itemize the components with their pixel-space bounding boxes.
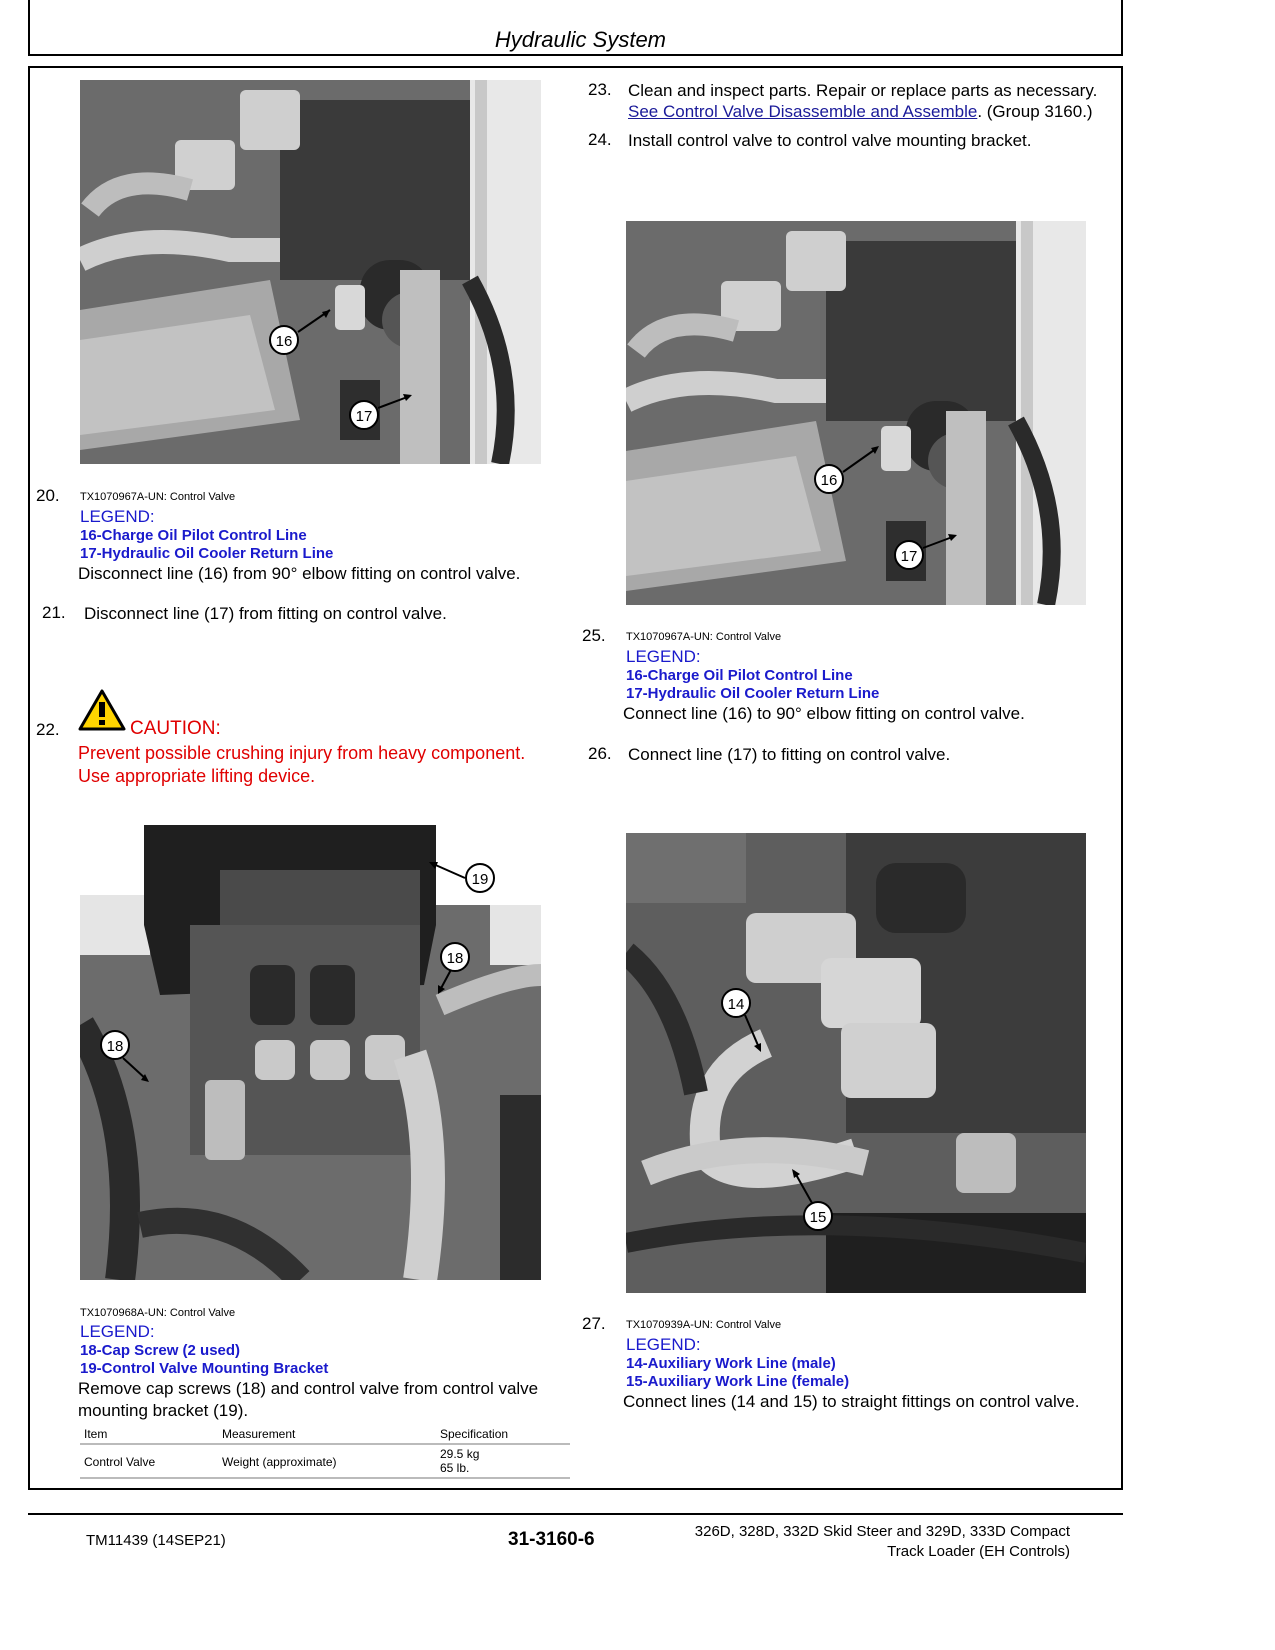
section-title: Hydraulic System <box>494 27 666 52</box>
step-number: 20. <box>36 486 60 505</box>
spec-value-lb: 65 lb. <box>440 1461 470 1475</box>
figure-caption: TX1070967A-UN: Control Valve <box>626 631 782 643</box>
legend-title: LEGEND: <box>626 647 701 666</box>
manual-title-line: Track Loader (EH Controls) <box>887 1543 1070 1560</box>
step-number: 27. <box>582 1314 606 1333</box>
step-number: 24. <box>588 130 612 149</box>
step-text: Connect line (17) to fitting on control valve. <box>628 745 951 764</box>
legend-title: LEGEND: <box>80 507 155 526</box>
legend-item: 14-Auxiliary Work Line (male) <box>626 1355 836 1372</box>
legend-item: 19-Control Valve Mounting Bracket <box>80 1360 329 1377</box>
callout-layer-2 <box>805 430 975 580</box>
svg-text:16: 16 <box>820 472 838 489</box>
svg-text:16: 16 <box>275 333 293 350</box>
caution-text: Prevent possible crushing injury from heavy component. <box>78 743 526 763</box>
control-valve-photo-4 <box>626 833 1086 1293</box>
page-header <box>28 0 1123 56</box>
step-text: mounting bracket (19). <box>78 1401 249 1420</box>
spec-measurement: Weight (approximate) <box>218 1444 436 1478</box>
caution-text: Use appropriate lifting device. <box>78 766 316 786</box>
manual-title <box>650 1522 1070 1562</box>
svg-text:15: 15 <box>809 1209 827 1226</box>
step-number: 21. <box>42 603 66 622</box>
svg-text:17: 17 <box>900 548 918 565</box>
spec-value <box>436 1444 570 1478</box>
legend-title: LEGEND: <box>626 1335 701 1354</box>
spec-header-specification: Specification <box>436 1425 570 1444</box>
svg-text:18: 18 <box>106 1038 124 1055</box>
figure-caption: TX1070968A-UN: Control Valve <box>80 1307 236 1319</box>
figure-caption: TX1070967A-UN: Control Valve <box>80 491 236 503</box>
legend-item: 18-Cap Screw (2 used) <box>80 1342 241 1359</box>
document-id: TM11439 (14SEP21) <box>86 1532 226 1549</box>
warning-icon <box>77 688 127 732</box>
legend-item: 17-Hydraulic Oil Cooler Return Line <box>80 545 334 562</box>
step-number: 26. <box>588 744 612 763</box>
spec-header-measurement: Measurement <box>218 1425 436 1444</box>
spec-header-item: Item <box>80 1425 218 1444</box>
table-row <box>80 1444 570 1478</box>
figure-caption: TX1070939A-UN: Control Valve <box>626 1319 782 1331</box>
spec-item: Control Valve <box>80 1444 218 1478</box>
step-number: 25. <box>582 626 606 645</box>
svg-text:18: 18 <box>446 950 464 967</box>
step-text: Disconnect line (16) from 90° elbow fitting on control valve. <box>78 564 521 583</box>
legend-item: 16-Charge Oil Pilot Control Line <box>80 527 307 544</box>
legend-item: 16-Charge Oil Pilot Control Line <box>626 667 853 684</box>
step-text: Connect lines (14 and 15) to straight fittings on control valve. <box>623 1392 1080 1411</box>
disassemble-assemble-link[interactable]: See Control Valve Disassemble and Assemble <box>628 102 978 121</box>
callout-layer-4 <box>720 985 840 1245</box>
manual-title-line: 326D, 328D, 332D Skid Steer and 329D, 333D Compact <box>694 1523 1070 1540</box>
spec-value-kg: 29.5 kg <box>440 1447 480 1461</box>
page-number: 31-3160-6 <box>508 1529 595 1550</box>
step-text: Install control valve to control valve mounting bracket. <box>628 131 1032 150</box>
spec-table <box>80 1425 570 1479</box>
step-link-line: See Control Valve Disassemble and Assemble. (Group 3160.) <box>628 102 1093 121</box>
step-number: 23. <box>588 80 612 99</box>
svg-text:14: 14 <box>727 996 745 1013</box>
caution-label: CAUTION: <box>130 718 221 739</box>
callout-layer-3 <box>95 830 505 1090</box>
footer-divider <box>28 1513 1123 1515</box>
legend-title: LEGEND: <box>80 1322 155 1341</box>
step-text: Disconnect line (17) from fitting on control valve. <box>84 604 447 623</box>
step-text: Connect line (16) to 90° elbow fitting on control valve. <box>623 704 1025 723</box>
legend-item: 17-Hydraulic Oil Cooler Return Line <box>626 685 880 702</box>
callout-layer-1 <box>260 300 430 440</box>
svg-text:19: 19 <box>471 871 489 888</box>
svg-text:17: 17 <box>355 408 373 425</box>
step-text: Clean and inspect parts. Repair or replace parts as necessary. <box>628 81 1098 100</box>
spec-table-header <box>80 1425 570 1444</box>
step-number: 22. <box>36 720 60 739</box>
legend-item: 15-Auxiliary Work Line (female) <box>626 1373 850 1390</box>
step-text: Remove cap screws (18) and control valve from control valve <box>78 1379 539 1398</box>
